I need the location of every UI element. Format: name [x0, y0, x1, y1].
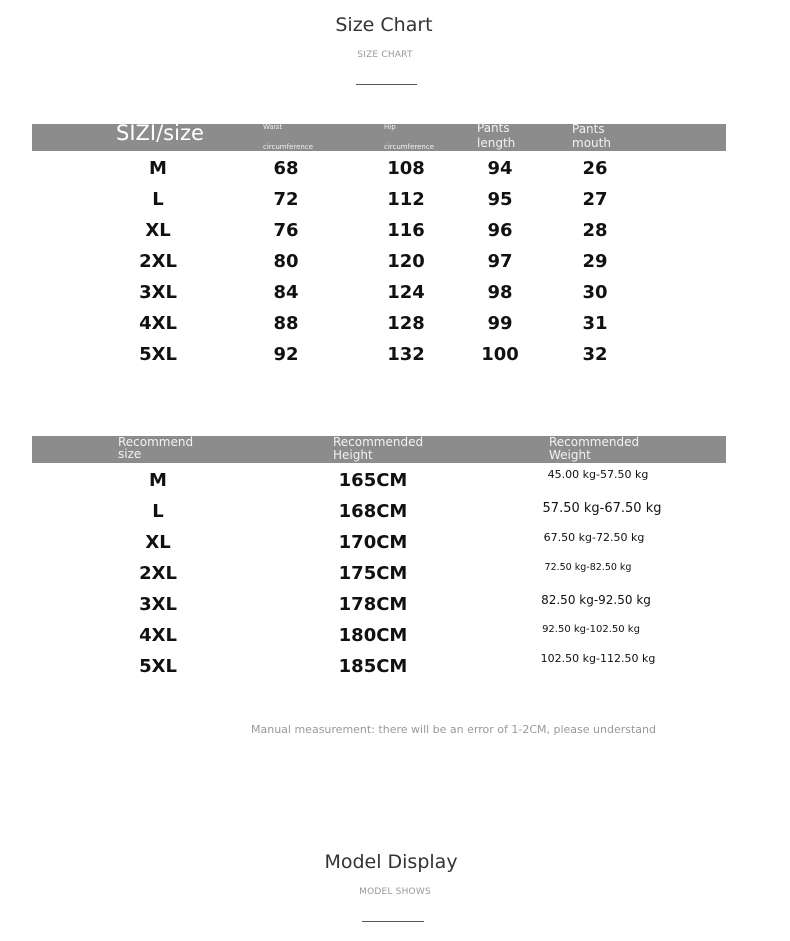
table-row: [0, 344, 790, 375]
header-recommend-weight-line2: Weight: [549, 448, 591, 462]
header-recommend-height-line2: Height: [333, 448, 373, 462]
table-row: [0, 251, 790, 282]
cell-hip: 120: [387, 251, 425, 272]
cell-mouth: 29: [582, 251, 608, 272]
cell-height: 175CM: [338, 563, 408, 584]
cell-weight: 67.50 kg-72.50 kg: [543, 531, 645, 544]
recommend-table-header: [32, 436, 726, 463]
cell-mouth: 31: [582, 313, 608, 334]
size-chart-subtitle: SIZE CHART: [357, 50, 413, 60]
cell-size: XL: [145, 532, 171, 553]
header-pants-length-line1: Pants: [477, 121, 510, 135]
cell-length: 98: [487, 282, 513, 303]
cell-waist: 84: [273, 282, 299, 303]
cell-mouth: 28: [582, 220, 608, 241]
header-recommend-size-line1: Recommend: [118, 435, 194, 449]
size-table-header: [32, 121, 726, 151]
cell-waist: 72: [273, 189, 299, 210]
header-recommend-weight-line1: Recommended: [549, 435, 640, 449]
cell-mouth: 32: [582, 344, 608, 365]
model-display-subtitle: MODEL SHOWS: [359, 887, 431, 897]
table-row: [0, 313, 790, 344]
cell-size: 4XL: [139, 625, 177, 646]
cell-weight: 57.50 kg-67.50 kg: [542, 501, 662, 516]
header-size: SIZI/size: [116, 121, 204, 145]
title-divider: [356, 84, 417, 85]
size-chart-title: Size Chart: [335, 14, 433, 36]
measurement-note: Manual measurement: there will be an error of 1-2CM, please understand: [251, 723, 656, 736]
table-row: [0, 652, 790, 687]
cell-height: 168CM: [338, 501, 408, 522]
table-row: [0, 158, 790, 189]
table-row: [0, 282, 790, 313]
cell-mouth: 27: [582, 189, 608, 210]
header-pants-length-line2: length: [477, 136, 516, 150]
cell-hip: 124: [387, 282, 425, 303]
cell-weight: 102.50 kg-112.50 kg: [540, 652, 656, 665]
cell-size: 3XL: [139, 282, 177, 303]
cell-height: 170CM: [338, 532, 408, 553]
table-row: [0, 501, 790, 532]
table-row: [0, 220, 790, 251]
table-row: [0, 532, 790, 563]
model-divider: [362, 921, 424, 922]
cell-size: XL: [145, 220, 171, 241]
model-display-title: Model Display: [324, 851, 458, 873]
header-hip-line2: circumference: [384, 143, 435, 151]
cell-length: 97: [487, 251, 513, 272]
cell-mouth: 26: [582, 158, 608, 179]
header-waist-line1: Waist: [263, 123, 283, 131]
header-recommend-height-line1: Recommended: [333, 435, 424, 449]
cell-waist: 80: [273, 251, 299, 272]
cell-weight: 45.00 kg-57.50 kg: [547, 468, 649, 481]
header-recommend-size-line2: size: [118, 447, 142, 461]
cell-hip: 108: [387, 158, 425, 179]
cell-size: 5XL: [139, 344, 177, 365]
cell-waist: 76: [273, 220, 299, 241]
table-row: [0, 563, 790, 594]
cell-waist: 88: [273, 313, 299, 334]
cell-length: 95: [487, 189, 513, 210]
cell-size: 2XL: [139, 251, 177, 272]
cell-waist: 92: [273, 344, 299, 365]
cell-weight: 82.50 kg-92.50 kg: [541, 593, 651, 607]
cell-hip: 132: [387, 344, 425, 365]
cell-length: 100: [481, 344, 519, 365]
cell-size: L: [152, 501, 164, 522]
cell-size: 2XL: [139, 563, 177, 584]
cell-weight: 92.50 kg-102.50 kg: [542, 624, 640, 635]
cell-size: M: [149, 158, 167, 179]
table-row: [0, 470, 790, 501]
cell-height: 178CM: [338, 594, 408, 615]
cell-size: M: [149, 470, 167, 491]
header-pants-mouth-line1: Pants: [572, 122, 605, 136]
table-row: [0, 625, 790, 656]
cell-hip: 128: [387, 313, 425, 334]
table-row: [0, 189, 790, 220]
cell-height: 185CM: [338, 656, 408, 677]
cell-size: 5XL: [139, 656, 177, 677]
cell-size: L: [152, 189, 164, 210]
cell-hip: 112: [387, 189, 425, 210]
header-hip-line1: Hip: [384, 123, 396, 131]
cell-size: 4XL: [139, 313, 177, 334]
header-pants-mouth-line2: mouth: [572, 136, 611, 150]
cell-length: 94: [487, 158, 513, 179]
cell-waist: 68: [273, 158, 299, 179]
cell-height: 180CM: [338, 625, 408, 646]
cell-mouth: 30: [582, 282, 608, 303]
cell-weight: 72.50 kg-82.50 kg: [544, 562, 632, 573]
cell-length: 96: [487, 220, 513, 241]
header-waist-line2: circumference: [263, 143, 314, 151]
table-row: [0, 594, 790, 625]
cell-length: 99: [487, 313, 513, 334]
cell-size: 3XL: [139, 594, 177, 615]
cell-hip: 116: [387, 220, 425, 241]
cell-height: 165CM: [338, 470, 408, 491]
